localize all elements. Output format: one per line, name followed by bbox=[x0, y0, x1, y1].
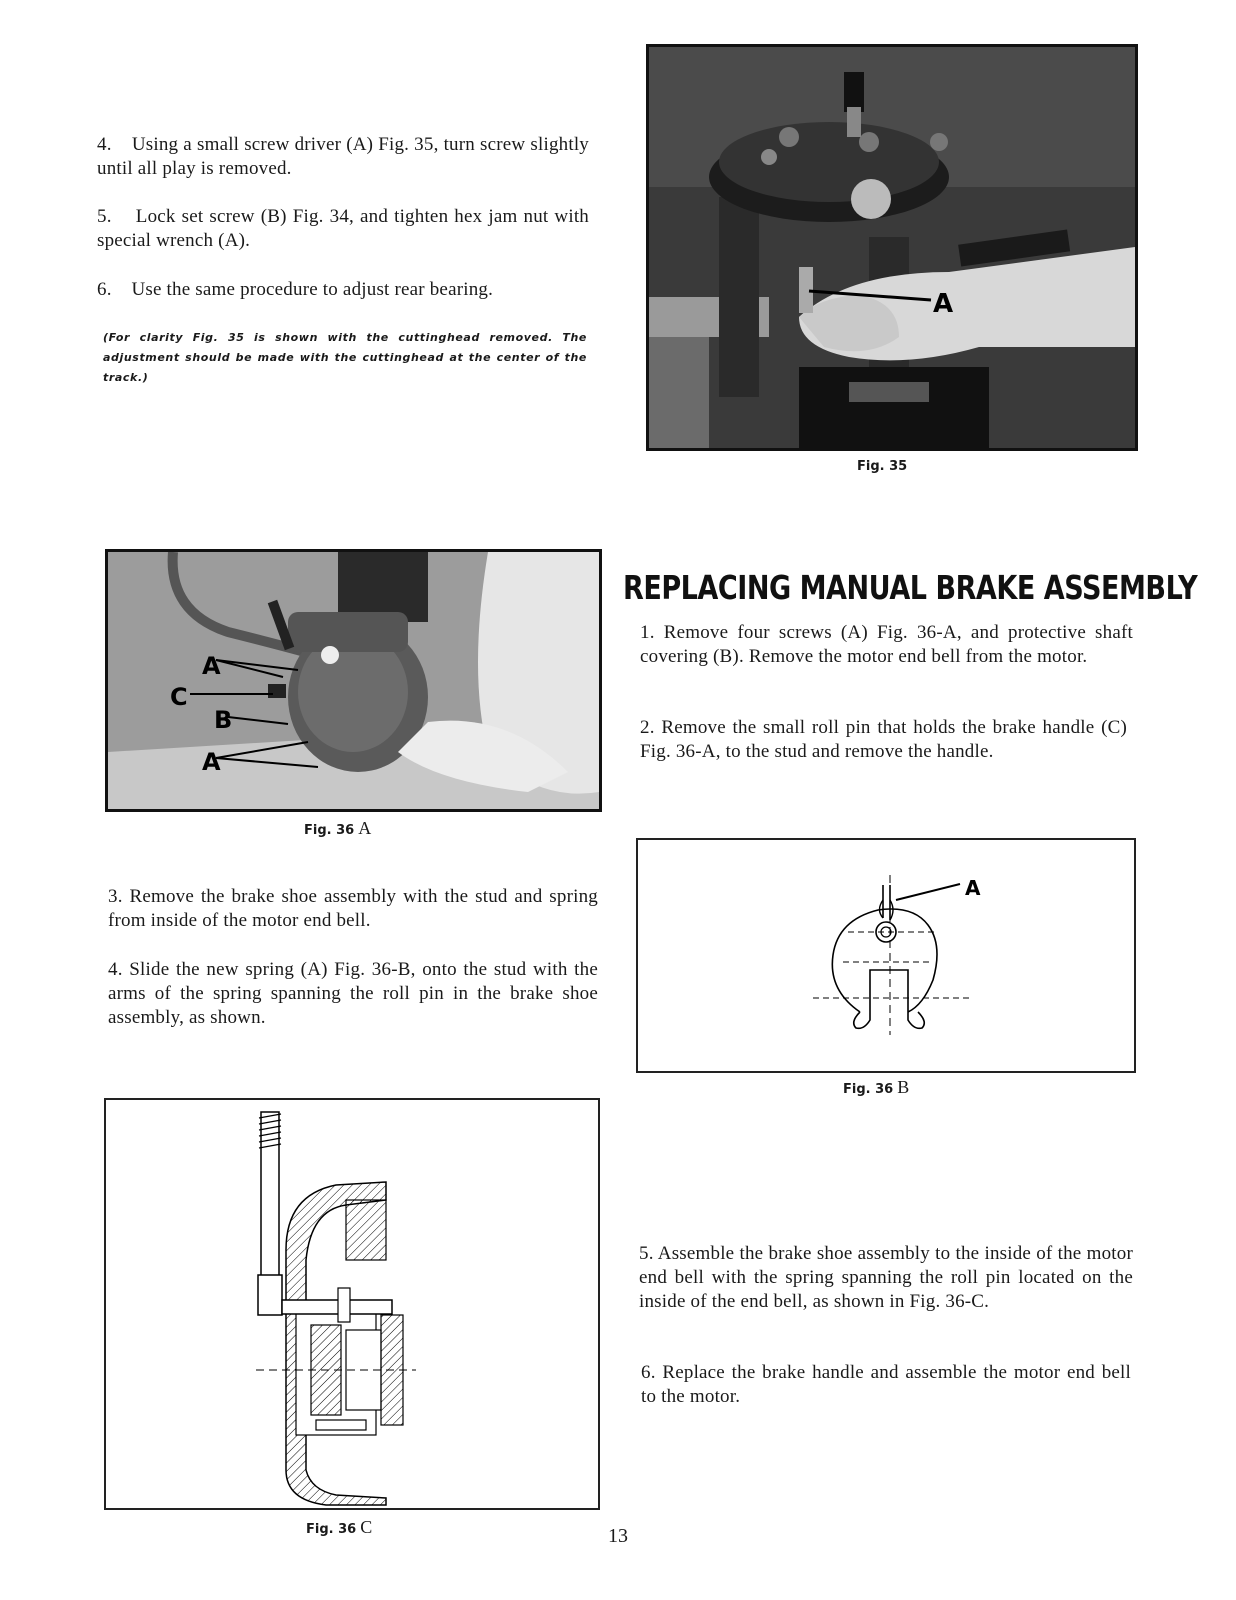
clarity-note: (For clarity Fig. 35 is shown with the cuttinghead removed. The adjustment should be made with the cuttinghead at the center of the track.) bbox=[103, 331, 587, 384]
fig-36b-callout-a: A bbox=[965, 876, 981, 900]
section-step-3: 3. Remove the brake shoe assembly with the stud and spring from inside of the motor end bell. bbox=[108, 886, 598, 931]
fig-36b-caption-label: Fig. 36 bbox=[843, 1082, 894, 1097]
fig-35-photo bbox=[646, 44, 1138, 451]
page-number: 13 bbox=[608, 1525, 628, 1547]
fig-36a-illustration bbox=[108, 552, 599, 809]
fig-36a-caption-label: Fig. 36 bbox=[304, 823, 355, 838]
fig-36c-caption bbox=[306, 1517, 372, 1538]
section-step-6: 6. Replace the brake handle and assemble the motor end bell to the motor. bbox=[641, 1362, 1131, 1407]
section-step-4: 4. Slide the new spring (A) Fig. 36-B, onto the stud with the arms of the spring spanning the roll pin in the brake shoe assembly, as shown. bbox=[108, 959, 598, 1028]
fig-36c-caption-letter: C bbox=[360, 1517, 373, 1537]
fig-36a-callout-c: C bbox=[170, 683, 188, 711]
step-5-text: 5. Lock set screw (B) Fig. 34, and tighten hex jam nut with special wrench (A). bbox=[97, 206, 589, 251]
fig-36a-callout-a-bottom: A bbox=[202, 748, 221, 776]
section-step-5: 5. Assemble the brake shoe assembly to the inside of the motor end bell with the spring spanning the roll pin located on the inside of the end bell, as shown in Fig. 36-C. bbox=[639, 1243, 1133, 1312]
fig-35-callout-a: A bbox=[933, 289, 954, 319]
fig-36b-illustration bbox=[638, 840, 1134, 1071]
fig-35-caption-label: Fig. 35 bbox=[857, 459, 908, 474]
fig-36c-illustration bbox=[106, 1100, 598, 1508]
fig-35-illustration bbox=[649, 47, 1135, 448]
fig-36a-photo bbox=[105, 549, 602, 812]
fig-36b-caption bbox=[843, 1077, 909, 1098]
fig-36a-callout-a-top: A bbox=[202, 652, 221, 680]
fig-36c-drawing bbox=[104, 1098, 600, 1510]
fig-36c-caption-label: Fig. 36 bbox=[306, 1522, 357, 1537]
section-step-1: 1. Remove four screws (A) Fig. 36-A, and protective shaft covering (B). Remove the motor end bell from the motor. bbox=[640, 622, 1133, 667]
fig-36a-caption bbox=[304, 818, 371, 839]
step-6-text: 6. Use the same procedure to adjust rear bearing. bbox=[97, 279, 494, 300]
fig-36b-caption-letter: B bbox=[897, 1077, 910, 1097]
section-heading: REPLACING MANUAL BRAKE ASSEMBLY bbox=[623, 568, 1198, 607]
step-4-text: 4. Using a small screw driver (A) Fig. 35, turn screw slightly until all play is removed. bbox=[97, 134, 589, 179]
fig-36b-drawing bbox=[636, 838, 1136, 1073]
fig-36a-callout-b: B bbox=[214, 706, 233, 734]
section-step-2: 2. Remove the small roll pin that holds the brake handle (C) Fig. 36-A, to the stud and remove the handle. bbox=[640, 717, 1127, 762]
fig-36a-caption-letter: A bbox=[358, 818, 372, 838]
fig-35-caption bbox=[857, 458, 907, 474]
